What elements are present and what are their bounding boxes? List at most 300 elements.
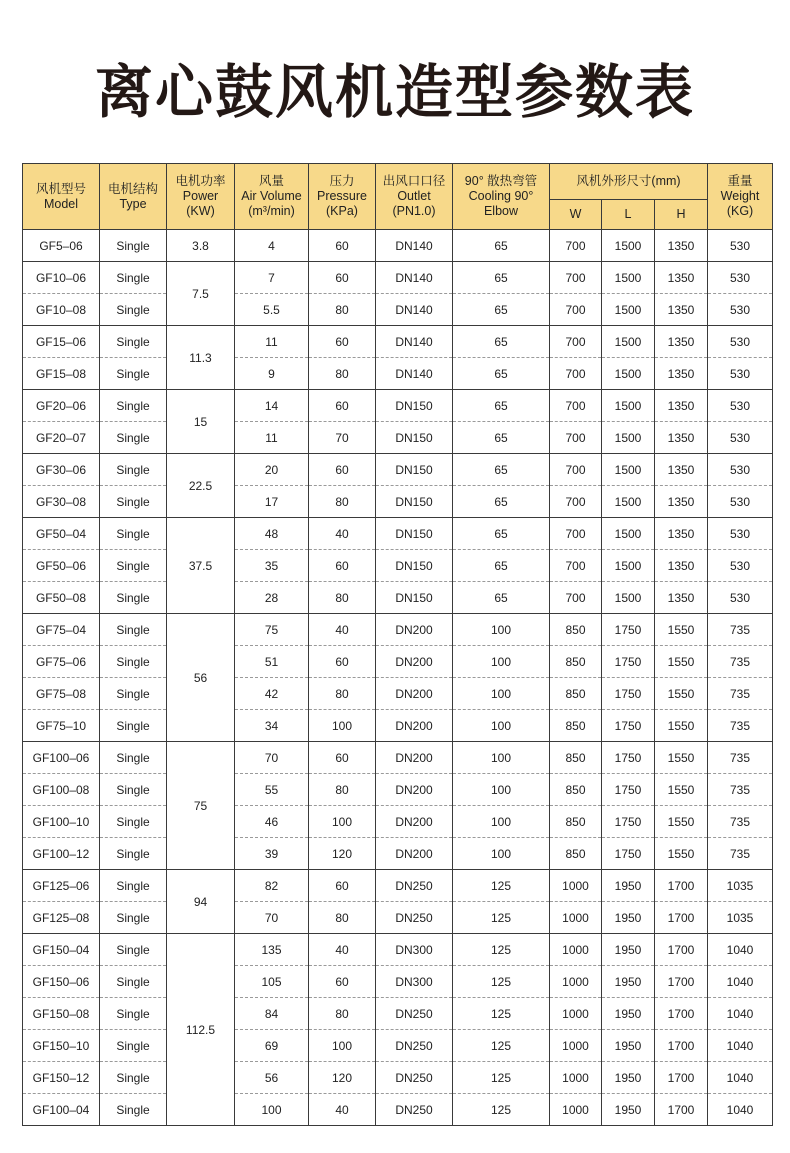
cell-outlet: DN150 <box>376 582 453 614</box>
cell-l: 1500 <box>602 230 655 262</box>
cell-model: GF100–08 <box>23 774 100 806</box>
cell-w: 1000 <box>550 870 602 902</box>
cell-air: 69 <box>235 1030 309 1062</box>
cell-w: 850 <box>550 710 602 742</box>
cell-type: Single <box>100 486 167 518</box>
cell-type: Single <box>100 870 167 902</box>
cell-h: 1700 <box>655 902 708 934</box>
cell-pressure: 80 <box>309 358 376 390</box>
cell-pressure: 80 <box>309 294 376 326</box>
cell-model: GF125–06 <box>23 870 100 902</box>
cell-type: Single <box>100 774 167 806</box>
cell-air: 35 <box>235 550 309 582</box>
cell-air: 75 <box>235 614 309 646</box>
cell-type: Single <box>100 1094 167 1126</box>
cell-weight: 530 <box>708 550 773 582</box>
cell-w: 1000 <box>550 1062 602 1094</box>
cell-weight: 1040 <box>708 1094 773 1126</box>
cell-pressure: 80 <box>309 486 376 518</box>
cell-outlet: DN300 <box>376 934 453 966</box>
cell-h: 1700 <box>655 966 708 998</box>
cell-pressure: 80 <box>309 678 376 710</box>
cell-cooling: 65 <box>453 518 550 550</box>
cell-outlet: DN140 <box>376 230 453 262</box>
cell-h: 1350 <box>655 454 708 486</box>
cell-type: Single <box>100 614 167 646</box>
cell-model: GF20–07 <box>23 422 100 454</box>
table-row <box>23 966 773 998</box>
cell-type: Single <box>100 934 167 966</box>
cell-weight: 530 <box>708 230 773 262</box>
cell-power: 75 <box>167 742 235 870</box>
cell-pressure: 80 <box>309 902 376 934</box>
cell-outlet: DN250 <box>376 998 453 1030</box>
cell-model: GF100–12 <box>23 838 100 870</box>
cell-h: 1550 <box>655 646 708 678</box>
header-dim-w: W <box>550 200 602 230</box>
cell-w: 700 <box>550 454 602 486</box>
cell-weight: 530 <box>708 358 773 390</box>
cell-outlet: DN150 <box>376 422 453 454</box>
table-row <box>23 614 773 646</box>
cell-type: Single <box>100 1030 167 1062</box>
cell-cooling: 65 <box>453 486 550 518</box>
cell-cooling: 125 <box>453 934 550 966</box>
cell-weight: 1035 <box>708 870 773 902</box>
cell-w: 1000 <box>550 998 602 1030</box>
table-row <box>23 1030 773 1062</box>
cell-model: GF150–04 <box>23 934 100 966</box>
cell-air: 28 <box>235 582 309 614</box>
cell-w: 1000 <box>550 934 602 966</box>
cell-h: 1350 <box>655 550 708 582</box>
cell-pressure: 40 <box>309 1094 376 1126</box>
table-row <box>23 742 773 774</box>
cell-air: 51 <box>235 646 309 678</box>
cell-model: GF30–06 <box>23 454 100 486</box>
cell-l: 1500 <box>602 262 655 294</box>
cell-model: GF100–06 <box>23 742 100 774</box>
cell-w: 850 <box>550 806 602 838</box>
cell-model: GF100–04 <box>23 1094 100 1126</box>
cell-l: 1750 <box>602 646 655 678</box>
cell-w: 850 <box>550 742 602 774</box>
cell-air: 105 <box>235 966 309 998</box>
header-dim-h: H <box>655 200 708 230</box>
cell-cooling: 65 <box>453 358 550 390</box>
header-type: 电机结构 Type <box>100 164 167 230</box>
cell-outlet: DN140 <box>376 326 453 358</box>
cell-weight: 530 <box>708 422 773 454</box>
cell-h: 1700 <box>655 934 708 966</box>
table-row <box>23 902 773 934</box>
cell-cooling: 100 <box>453 774 550 806</box>
cell-l: 1950 <box>602 966 655 998</box>
cell-type: Single <box>100 710 167 742</box>
header-pressure: 压力 Pressure (KPa) <box>309 164 376 230</box>
table-row <box>23 678 773 710</box>
cell-type: Single <box>100 390 167 422</box>
cell-weight: 530 <box>708 518 773 550</box>
cell-h: 1350 <box>655 518 708 550</box>
parameter-table <box>22 163 773 1126</box>
cell-pressure: 60 <box>309 646 376 678</box>
cell-cooling: 100 <box>453 806 550 838</box>
cell-w: 850 <box>550 774 602 806</box>
cell-air: 100 <box>235 1094 309 1126</box>
cell-type: Single <box>100 326 167 358</box>
cell-w: 1000 <box>550 966 602 998</box>
cell-cooling: 125 <box>453 998 550 1030</box>
cell-weight: 735 <box>708 742 773 774</box>
cell-cooling: 100 <box>453 838 550 870</box>
cell-cooling: 125 <box>453 870 550 902</box>
cell-air: 20 <box>235 454 309 486</box>
table-row <box>23 390 773 422</box>
cell-l: 1750 <box>602 678 655 710</box>
cell-model: GF15–06 <box>23 326 100 358</box>
cell-pressure: 60 <box>309 742 376 774</box>
cell-type: Single <box>100 422 167 454</box>
table-body <box>23 230 773 1126</box>
cell-type: Single <box>100 646 167 678</box>
cell-w: 700 <box>550 230 602 262</box>
cell-cooling: 100 <box>453 742 550 774</box>
cell-weight: 1040 <box>708 1030 773 1062</box>
cell-model: GF150–08 <box>23 998 100 1030</box>
cell-pressure: 80 <box>309 774 376 806</box>
cell-h: 1350 <box>655 262 708 294</box>
cell-model: GF75–08 <box>23 678 100 710</box>
cell-pressure: 120 <box>309 1062 376 1094</box>
cell-weight: 735 <box>708 678 773 710</box>
cell-w: 700 <box>550 358 602 390</box>
cell-air: 5.5 <box>235 294 309 326</box>
cell-model: GF50–04 <box>23 518 100 550</box>
table-row <box>23 486 773 518</box>
cell-cooling: 65 <box>453 262 550 294</box>
cell-air: 42 <box>235 678 309 710</box>
cell-weight: 1040 <box>708 1062 773 1094</box>
cell-weight: 1040 <box>708 998 773 1030</box>
cell-l: 1500 <box>602 518 655 550</box>
cell-l: 1950 <box>602 998 655 1030</box>
cell-power: 112.5 <box>167 934 235 1126</box>
cell-l: 1950 <box>602 934 655 966</box>
cell-air: 34 <box>235 710 309 742</box>
cell-type: Single <box>100 678 167 710</box>
cell-air: 9 <box>235 358 309 390</box>
cell-type: Single <box>100 518 167 550</box>
table-row <box>23 710 773 742</box>
cell-air: 84 <box>235 998 309 1030</box>
cell-weight: 530 <box>708 262 773 294</box>
cell-pressure: 100 <box>309 1030 376 1062</box>
cell-l: 1500 <box>602 294 655 326</box>
table-row <box>23 326 773 358</box>
cell-w: 700 <box>550 486 602 518</box>
cell-l: 1500 <box>602 326 655 358</box>
cell-pressure: 60 <box>309 390 376 422</box>
cell-l: 1750 <box>602 838 655 870</box>
cell-model: GF150–12 <box>23 1062 100 1094</box>
cell-type: Single <box>100 358 167 390</box>
cell-air: 11 <box>235 422 309 454</box>
cell-type: Single <box>100 454 167 486</box>
header-outlet: 出风口口径 Outlet (PN1.0) <box>376 164 453 230</box>
cell-l: 1950 <box>602 870 655 902</box>
cell-model: GF10–06 <box>23 262 100 294</box>
cell-type: Single <box>100 838 167 870</box>
cell-h: 1550 <box>655 678 708 710</box>
cell-l: 1500 <box>602 358 655 390</box>
cell-cooling: 100 <box>453 614 550 646</box>
cell-outlet: DN250 <box>376 1094 453 1126</box>
cell-type: Single <box>100 582 167 614</box>
cell-pressure: 60 <box>309 550 376 582</box>
cell-pressure: 100 <box>309 710 376 742</box>
cell-power: 94 <box>167 870 235 934</box>
cell-weight: 735 <box>708 710 773 742</box>
cell-model: GF100–10 <box>23 806 100 838</box>
cell-cooling: 65 <box>453 454 550 486</box>
cell-h: 1700 <box>655 1094 708 1126</box>
cell-weight: 1040 <box>708 966 773 998</box>
cell-l: 1500 <box>602 422 655 454</box>
cell-model: GF150–06 <box>23 966 100 998</box>
cell-outlet: DN200 <box>376 774 453 806</box>
cell-pressure: 80 <box>309 582 376 614</box>
cell-weight: 530 <box>708 486 773 518</box>
cell-w: 700 <box>550 262 602 294</box>
cell-cooling: 125 <box>453 966 550 998</box>
cell-model: GF10–08 <box>23 294 100 326</box>
cell-power: 3.8 <box>167 230 235 262</box>
cell-h: 1350 <box>655 486 708 518</box>
cell-w: 1000 <box>550 1094 602 1126</box>
cell-model: GF5–06 <box>23 230 100 262</box>
cell-w: 700 <box>550 422 602 454</box>
cell-h: 1550 <box>655 742 708 774</box>
cell-air: 56 <box>235 1062 309 1094</box>
cell-type: Single <box>100 230 167 262</box>
cell-w: 700 <box>550 582 602 614</box>
cell-w: 700 <box>550 326 602 358</box>
cell-weight: 735 <box>708 806 773 838</box>
cell-air: 17 <box>235 486 309 518</box>
cell-weight: 530 <box>708 454 773 486</box>
cell-h: 1350 <box>655 326 708 358</box>
cell-outlet: DN250 <box>376 1030 453 1062</box>
header-dim-l: L <box>602 200 655 230</box>
cell-power: 56 <box>167 614 235 742</box>
cell-h: 1350 <box>655 390 708 422</box>
cell-air: 11 <box>235 326 309 358</box>
cell-air: 46 <box>235 806 309 838</box>
cell-air: 55 <box>235 774 309 806</box>
cell-power: 37.5 <box>167 518 235 614</box>
table-row <box>23 1094 773 1126</box>
cell-w: 850 <box>550 614 602 646</box>
cell-type: Single <box>100 550 167 582</box>
cell-power: 15 <box>167 390 235 454</box>
cell-air: 14 <box>235 390 309 422</box>
cell-model: GF50–06 <box>23 550 100 582</box>
table-row <box>23 1062 773 1094</box>
cell-air: 39 <box>235 838 309 870</box>
cell-outlet: DN140 <box>376 358 453 390</box>
cell-outlet: DN200 <box>376 838 453 870</box>
cell-w: 700 <box>550 294 602 326</box>
cell-air: 135 <box>235 934 309 966</box>
table-row <box>23 454 773 486</box>
cell-l: 1950 <box>602 1030 655 1062</box>
cell-cooling: 100 <box>453 646 550 678</box>
cell-l: 1750 <box>602 614 655 646</box>
cell-cooling: 125 <box>453 902 550 934</box>
cell-pressure: 60 <box>309 230 376 262</box>
cell-l: 1950 <box>602 1094 655 1126</box>
table-row <box>23 358 773 390</box>
cell-outlet: DN200 <box>376 646 453 678</box>
cell-outlet: DN150 <box>376 518 453 550</box>
cell-h: 1700 <box>655 1062 708 1094</box>
cell-l: 1950 <box>602 902 655 934</box>
cell-model: GF75–10 <box>23 710 100 742</box>
table-row <box>23 646 773 678</box>
table-row <box>23 774 773 806</box>
cell-model: GF75–04 <box>23 614 100 646</box>
cell-cooling: 125 <box>453 1030 550 1062</box>
cell-cooling: 65 <box>453 294 550 326</box>
table-row <box>23 838 773 870</box>
cell-type: Single <box>100 294 167 326</box>
page-title: 离心鼓风机造型参数表 <box>94 58 695 126</box>
cell-model: GF30–08 <box>23 486 100 518</box>
cell-type: Single <box>100 262 167 294</box>
cell-outlet: DN150 <box>376 390 453 422</box>
cell-pressure: 60 <box>309 262 376 294</box>
cell-model: GF15–08 <box>23 358 100 390</box>
cell-power: 7.5 <box>167 262 235 326</box>
cell-type: Single <box>100 1062 167 1094</box>
cell-weight: 735 <box>708 614 773 646</box>
cell-model: GF125–08 <box>23 902 100 934</box>
cell-cooling: 65 <box>453 230 550 262</box>
table-row <box>23 422 773 454</box>
table-row <box>23 550 773 582</box>
cell-outlet: DN250 <box>376 902 453 934</box>
cell-air: 7 <box>235 262 309 294</box>
cell-cooling: 125 <box>453 1062 550 1094</box>
cell-h: 1700 <box>655 1030 708 1062</box>
cell-outlet: DN140 <box>376 294 453 326</box>
table-row <box>23 582 773 614</box>
cell-l: 1500 <box>602 550 655 582</box>
cell-pressure: 60 <box>309 966 376 998</box>
cell-outlet: DN300 <box>376 966 453 998</box>
cell-weight: 530 <box>708 390 773 422</box>
cell-pressure: 60 <box>309 870 376 902</box>
cell-h: 1550 <box>655 806 708 838</box>
table-row <box>23 806 773 838</box>
cell-weight: 735 <box>708 774 773 806</box>
cell-w: 700 <box>550 518 602 550</box>
cell-outlet: DN200 <box>376 710 453 742</box>
cell-weight: 530 <box>708 326 773 358</box>
cell-outlet: DN250 <box>376 1062 453 1094</box>
cell-h: 1550 <box>655 774 708 806</box>
cell-model: GF50–08 <box>23 582 100 614</box>
cell-l: 1750 <box>602 742 655 774</box>
cell-pressure: 120 <box>309 838 376 870</box>
cell-outlet: DN200 <box>376 742 453 774</box>
cell-weight: 530 <box>708 582 773 614</box>
cell-l: 1500 <box>602 390 655 422</box>
cell-l: 1950 <box>602 1062 655 1094</box>
cell-outlet: DN150 <box>376 486 453 518</box>
table-row <box>23 262 773 294</box>
cell-h: 1700 <box>655 870 708 902</box>
cell-power: 22.5 <box>167 454 235 518</box>
cell-l: 1500 <box>602 454 655 486</box>
cell-cooling: 65 <box>453 390 550 422</box>
cell-weight: 1035 <box>708 902 773 934</box>
cell-type: Single <box>100 902 167 934</box>
cell-pressure: 40 <box>309 934 376 966</box>
cell-h: 1350 <box>655 582 708 614</box>
table-row <box>23 518 773 550</box>
cell-w: 1000 <box>550 1030 602 1062</box>
cell-l: 1750 <box>602 710 655 742</box>
cell-outlet: DN200 <box>376 806 453 838</box>
cell-w: 850 <box>550 838 602 870</box>
cell-h: 1350 <box>655 358 708 390</box>
header-air-volume: 风量 Air Volume (m³/min) <box>235 164 309 230</box>
cell-air: 48 <box>235 518 309 550</box>
cell-air: 70 <box>235 902 309 934</box>
cell-pressure: 70 <box>309 422 376 454</box>
cell-l: 1750 <box>602 806 655 838</box>
cell-h: 1350 <box>655 422 708 454</box>
cell-cooling: 100 <box>453 710 550 742</box>
header-weight: 重量 Weight (KG) <box>708 164 773 230</box>
cell-w: 1000 <box>550 902 602 934</box>
cell-type: Single <box>100 806 167 838</box>
cell-pressure: 40 <box>309 614 376 646</box>
cell-l: 1500 <box>602 582 655 614</box>
cell-pressure: 100 <box>309 806 376 838</box>
table-row <box>23 934 773 966</box>
cell-outlet: DN150 <box>376 550 453 582</box>
cell-l: 1750 <box>602 774 655 806</box>
cell-air: 70 <box>235 742 309 774</box>
header-dimensions: 风机外形尺寸(mm) <box>550 164 708 200</box>
cell-outlet: DN150 <box>376 454 453 486</box>
cell-outlet: DN140 <box>376 262 453 294</box>
cell-h: 1700 <box>655 998 708 1030</box>
cell-h: 1550 <box>655 838 708 870</box>
cell-model: GF20–06 <box>23 390 100 422</box>
cell-pressure: 80 <box>309 998 376 1030</box>
header-model: 风机型号 Model <box>23 164 100 230</box>
cell-cooling: 65 <box>453 326 550 358</box>
cell-power: 11.3 <box>167 326 235 390</box>
cell-w: 850 <box>550 678 602 710</box>
cell-type: Single <box>100 742 167 774</box>
cell-weight: 530 <box>708 294 773 326</box>
cell-l: 1500 <box>602 486 655 518</box>
